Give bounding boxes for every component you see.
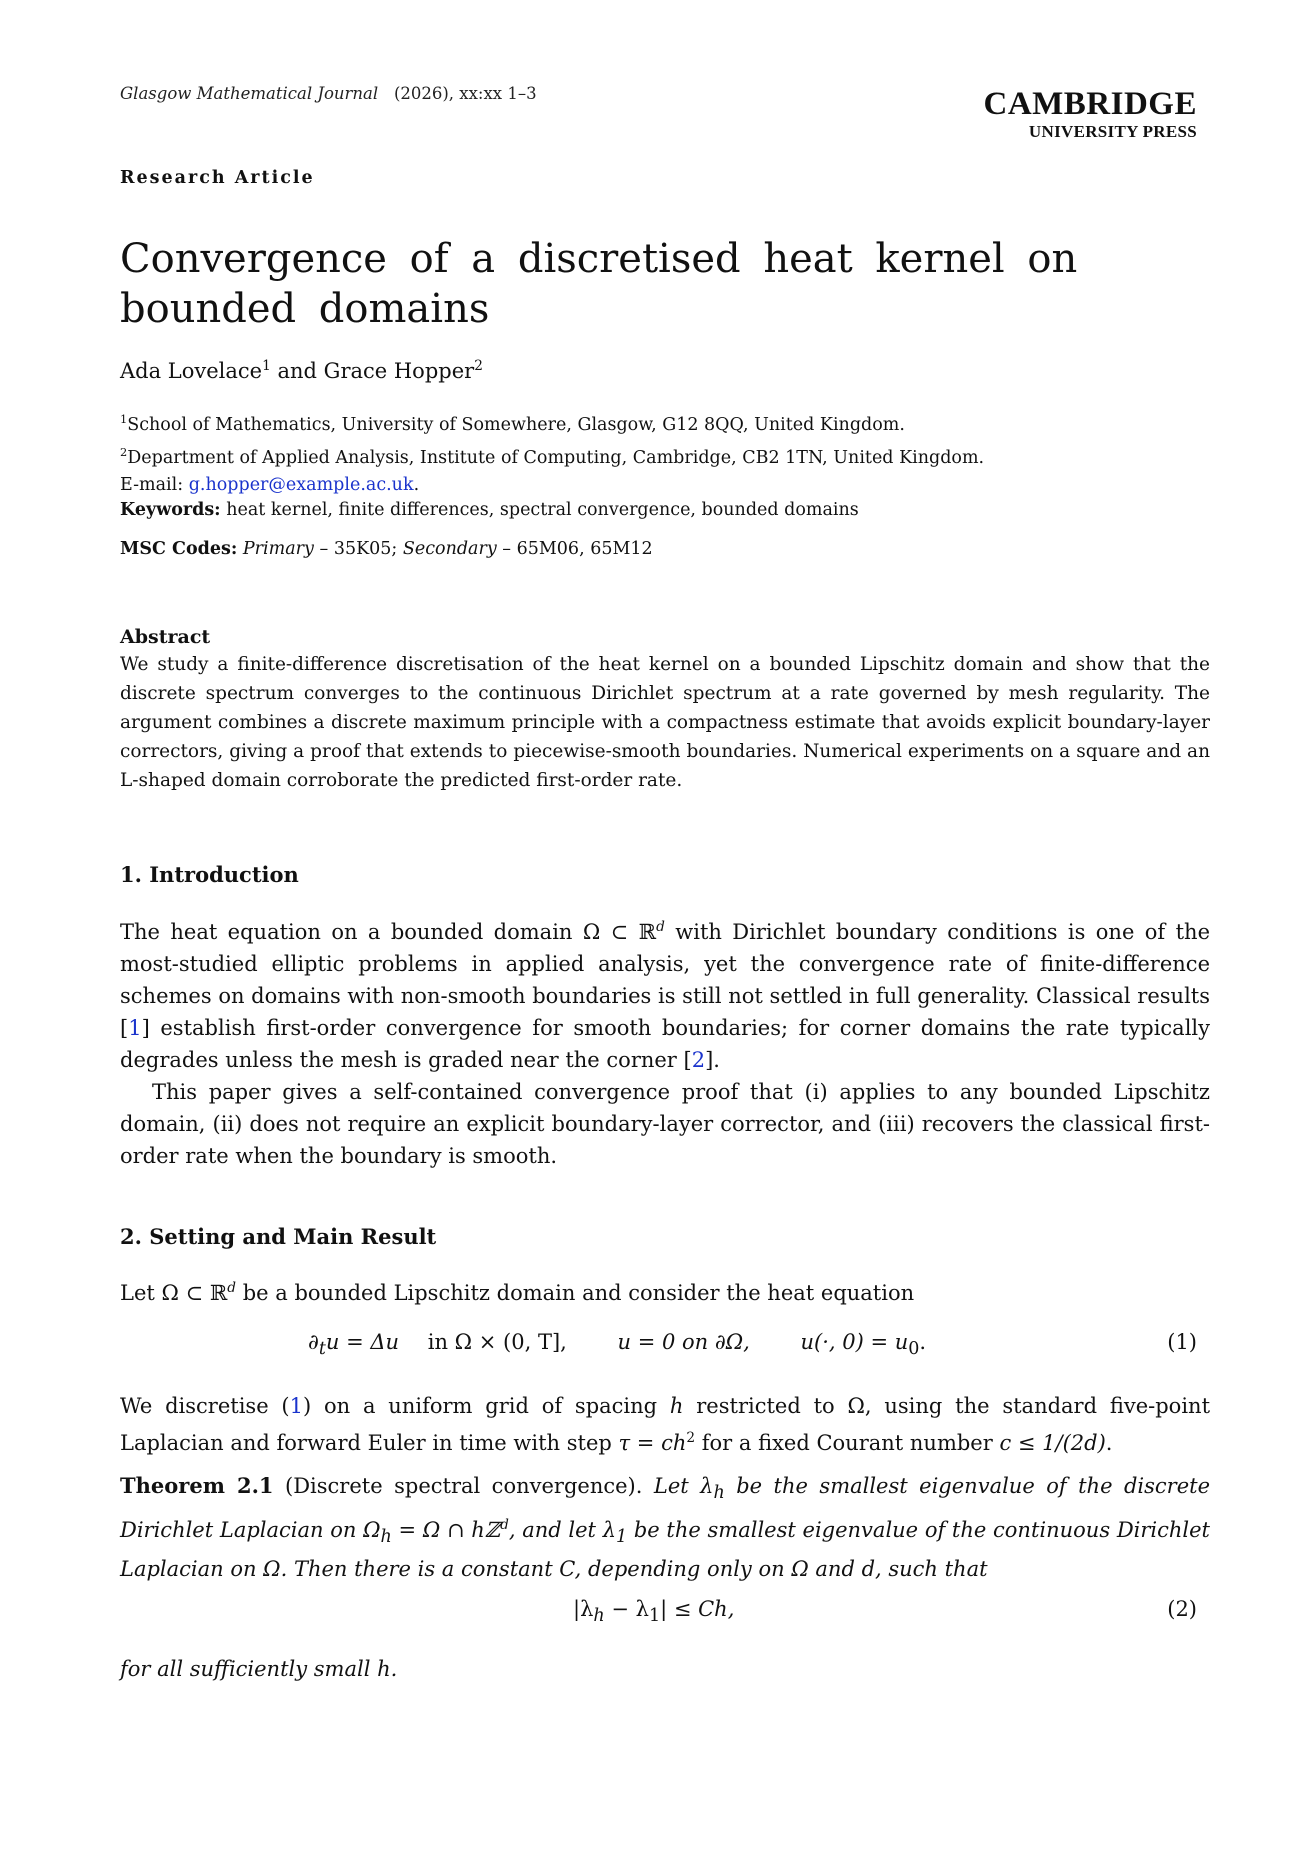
text-run: be the smallest eigenvalue of the discrete Dirichlet Laplacian on Ω — [120, 1474, 1210, 1543]
affil-text: School of Mathematics, University of Somewhere, Glasgow, G12 8QQ, United Kingdom. — [127, 414, 905, 435]
math: in Ω × (0, T], — [427, 1330, 567, 1354]
running-header — [120, 84, 537, 103]
msc-primary-label: Primary — [242, 539, 314, 559]
equation-2-number: (2) — [1167, 1597, 1197, 1621]
paper-title: Convergence of a discretised heat kernel on bounded domains — [120, 236, 1078, 332]
affil-mark: 2 — [120, 444, 128, 459]
abstract-heading: Abstract — [120, 626, 211, 648]
theorem-statement-end: for all sufficiently small h. — [120, 1657, 398, 1681]
theorem-name: (Discrete spectral convergence). — [273, 1474, 654, 1498]
email-link[interactable]: g.hopper@example.ac.uk — [188, 474, 414, 495]
math-sub: 1 — [648, 1606, 661, 1627]
math-sub: 1 — [616, 1527, 628, 1548]
text-run: with Dirichlet boundary conditions is one of the most-studied elliptic problems in applied analysis, yet the convergence rate of finite-difference schemes on domains with non-smooth boundaries is still not settled in full generality. Classical results [ — [120, 920, 1210, 1040]
math-sub: 0 — [908, 1339, 920, 1360]
equation-ref-link[interactable]: 1 — [289, 1394, 304, 1418]
text-run: = Ω ∩ hℤ — [391, 1518, 501, 1543]
msc-codes — [120, 539, 653, 559]
journal-year-pages: (2026), xx:xx 1–3 — [393, 84, 537, 103]
equation-1 — [308, 1330, 926, 1359]
affil-text: Department of Applied Analysis, Institute of Computing, Cambridge, CB2 1TN, United Kingdom. — [127, 447, 985, 468]
text-run: Let Ω ⊂ ℝ — [120, 1281, 228, 1305]
text-run: ] establish first-order convergence for smooth boundaries; for corner domains the rate typically degrades unless the mesh is graded near the corner [ — [120, 1016, 1210, 1072]
math-sup: d — [227, 1280, 237, 1296]
math-sub: h — [713, 1483, 725, 1504]
math: | ≤ Ch, — [660, 1597, 735, 1621]
section-2-intro — [120, 1272, 1210, 1309]
email-label: E-mail: — [120, 474, 184, 495]
math: . — [919, 1330, 927, 1354]
theorem-2-1 — [120, 1470, 1210, 1585]
math: u(·, 0) = u — [800, 1330, 909, 1354]
paragraph: This paper gives a self-contained convergence proof that (i) applies to any bounded Lipschitz domain, (ii) does not require an explicit boundary-layer corrector, and (iii) recovers the classical first-order rate when the boundary is smooth. — [120, 1080, 1210, 1168]
publisher-logo-line2: UNIVERSITY PRESS — [1028, 122, 1197, 141]
math: ∂ — [308, 1330, 319, 1354]
math-sub: h — [380, 1527, 392, 1548]
affiliation-1 — [120, 406, 1220, 439]
math-sup: d — [656, 919, 665, 935]
text-run: ) on a uniform grid of spacing — [303, 1394, 670, 1418]
text-run: . — [1105, 1431, 1113, 1455]
text-run: restricted to Ω, using the standard five-point Laplacian and forward Euler in time with step — [120, 1394, 1211, 1455]
citation-link[interactable]: 2 — [691, 1048, 706, 1072]
math: u = Δu — [325, 1330, 400, 1354]
equation-2 — [573, 1597, 734, 1626]
keywords-text: heat kernel, finite differences, spectral convergence, bounded domains — [226, 500, 859, 520]
msc-secondary: – 65M06, 65M12 — [496, 539, 653, 559]
keywords-label: Keywords: — [120, 500, 221, 520]
affil-mark: 1 — [120, 412, 128, 426]
math-sub: h — [593, 1606, 605, 1627]
section-2-heading: 2. Setting and Main Result — [120, 1224, 437, 1249]
author-list — [120, 358, 483, 383]
text-run: We discretise ( — [120, 1394, 290, 1418]
citation-link[interactable]: 1 — [128, 1016, 142, 1040]
text-run: for a fixed Courant number — [695, 1431, 1000, 1455]
author-conjunction: and — [277, 359, 317, 383]
theorem-end — [120, 1653, 1210, 1685]
author-affil-mark: 2 — [474, 358, 483, 374]
math: − λ — [604, 1597, 649, 1621]
author-name: Grace Hopper — [323, 359, 475, 383]
publisher-logo — [983, 88, 1197, 140]
article-type: Research Article — [120, 168, 315, 188]
paragraph — [120, 911, 1210, 1076]
math: c ≤ 1/(2d) — [999, 1431, 1106, 1455]
math: h — [669, 1394, 684, 1418]
section-1-body — [120, 911, 1210, 1172]
text-run: , and let λ — [508, 1518, 617, 1543]
author-name: Ada Lovelace — [120, 359, 263, 383]
section-1-heading: 1. Introduction — [120, 862, 299, 887]
msc-secondary-label: Secondary — [402, 539, 497, 559]
author-affil-mark: 1 — [262, 358, 271, 374]
email-line — [120, 472, 1220, 499]
msc-label: MSC Codes: — [120, 539, 238, 559]
msc-primary: – 35K05; — [313, 539, 403, 559]
math-sup: 2 — [686, 1430, 696, 1446]
theorem-label: Theorem 2.1 — [120, 1473, 274, 1498]
affiliations — [120, 406, 1220, 499]
math: |λ — [573, 1597, 594, 1621]
math: u = 0 on ∂Ω, — [617, 1330, 750, 1354]
math-sub: t — [318, 1339, 326, 1360]
text-run: ]. — [705, 1048, 720, 1072]
text-run: be the smallest eigenvalue of the continuous Dirichlet Laplacian on Ω. Then there is a constant C, depending only on Ω and d, such that — [120, 1518, 1210, 1582]
keywords — [120, 500, 859, 520]
math-sup: d — [500, 1517, 509, 1534]
email-end: . — [413, 474, 420, 495]
publisher-logo-line1: CAMBRIDGE — [983, 86, 1197, 122]
section-2-para — [120, 1390, 1210, 1459]
affiliation-2 — [120, 439, 1220, 472]
text-run: The heat equation on a bounded domain Ω ⊂ ℝ — [120, 920, 657, 944]
text-run: be a bounded Lipschitz domain and consider the heat equation — [236, 1281, 915, 1305]
journal-name: Glasgow Mathematical Journal — [120, 84, 379, 103]
equation-1-number: (1) — [1167, 1330, 1197, 1354]
abstract-text: We study a finite-difference discretisation of the heat kernel on a bounded Lipschitz domain and show that the discrete spectrum converges to the continuous Dirichlet spectrum at a rate governed by mesh regularity. The argument combines a discrete maximum principle with a compactness estimate that avoids explicit boundary-layer correctors, giving a proof that extends to piecewise-smooth boundaries. Numerical experiments on a square and an L-shaped domain corroborate the predicted first-order rate. — [120, 654, 1210, 791]
math: τ = ch — [618, 1431, 687, 1455]
text-run: Let λ — [653, 1474, 714, 1498]
